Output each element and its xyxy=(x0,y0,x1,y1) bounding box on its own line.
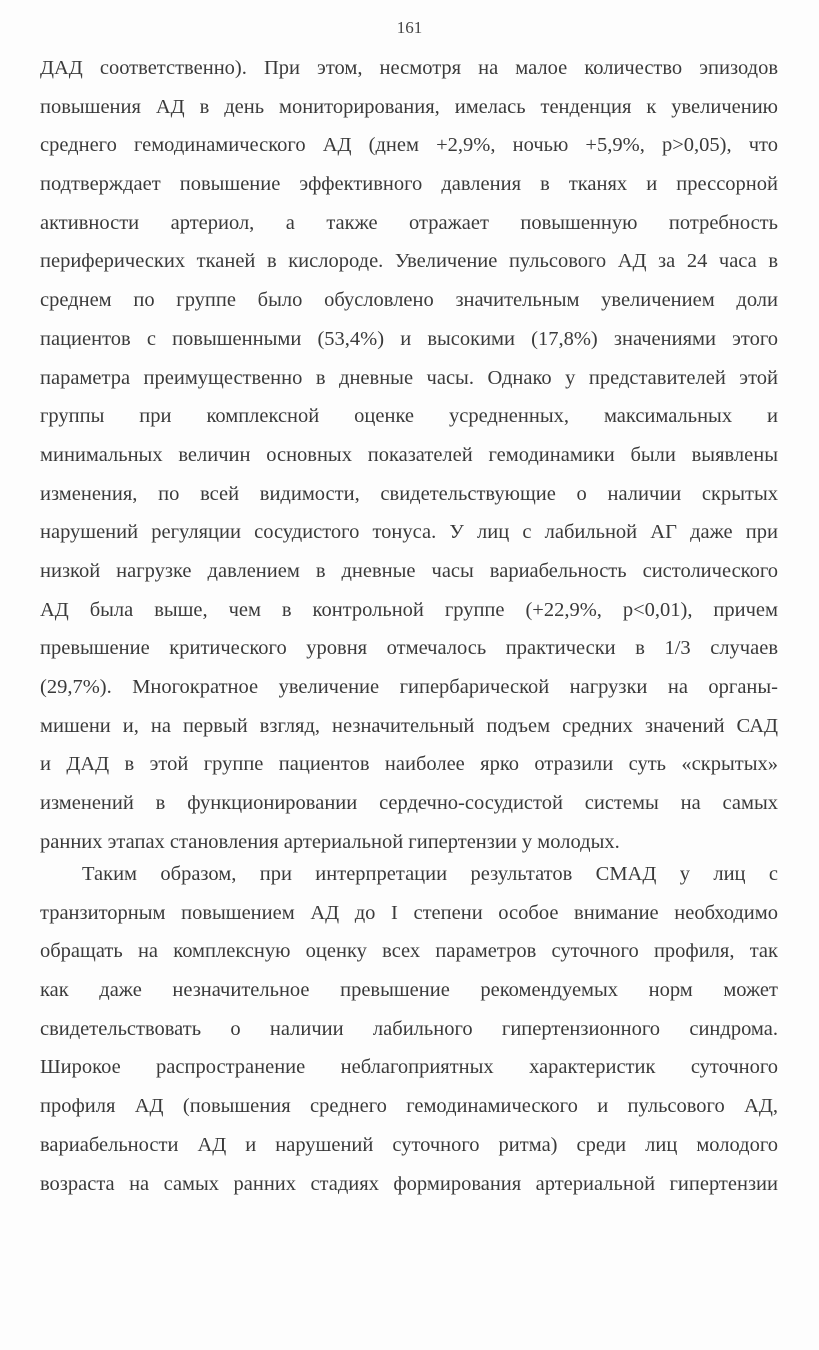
text-line: (29,7%). Многократное увеличение гипербарической нагрузки на органы- xyxy=(40,676,778,698)
text-line: периферических тканей в кислороде. Увеличение пульсового АД за 24 часа в xyxy=(40,250,778,273)
page-number: 161 xyxy=(396,18,423,37)
paragraph-1 xyxy=(40,49,778,861)
text-line: Широкое распространение неблагоприятных характеристик суточного xyxy=(40,1056,778,1079)
text-line: транзиторным повышением АД до I степени особое внимание необходимо xyxy=(40,901,778,924)
text-line: параметра преимущественно в дневные часы. Однако у представителей этой xyxy=(40,366,778,389)
text-line: среднего гемодинамического АД (днем +2,9%, ночью +5,9%, p>0,05), что xyxy=(40,134,778,157)
text-line: обращать на комплексную оценку всех параметров суточного профиля, так xyxy=(40,940,778,963)
text-line: среднем по группе было обусловлено значительным увеличением доли xyxy=(40,289,778,312)
text-line: вариабельности АД и нарушений суточного ритма) среди лиц молодого xyxy=(40,1133,778,1156)
text-line: подтверждает повышение эффективного давления в тканях и прессорной xyxy=(40,173,778,196)
text-line: пациентов с повышенными (53,4%) и высокими (17,8%) значениями этого xyxy=(40,327,778,350)
text-line: АД была выше, чем в контрольной группе (+22,9%, p<0,01), причем xyxy=(40,598,778,621)
text-line: ранних этапах становления артериальной гипертензии у молодых. xyxy=(40,830,620,853)
text-line: изменений в функционировании сердечно-сосудистой системы на самых xyxy=(40,792,778,815)
text-line: как даже незначительное превышение рекомендуемых норм может xyxy=(40,979,778,1002)
text-line: активности артериол, а также отражает повышенную потребность xyxy=(40,211,778,234)
text-line: группы при комплексной оценке усредненных, максимальных и xyxy=(40,405,778,428)
text-line: изменения, по всей видимости, свидетельствующие о наличии скрытых xyxy=(40,482,778,505)
text-line: профиля АД (повышения среднего гемодинамического и пульсового АД, xyxy=(40,1095,778,1118)
paragraph-2 xyxy=(40,855,778,1203)
text-line: возраста на самых ранних стадиях формирования артериальной гипертензии xyxy=(40,1172,778,1195)
text-line: ДАД соответственно). При этом, несмотря на малое количество эпизодов xyxy=(40,57,778,79)
text-line: минимальных величин основных показателей гемодинамики были выявлены xyxy=(40,443,778,466)
text-line: Таким образом, при интерпретации результатов СМАД у лиц с xyxy=(82,863,778,885)
text-line: повышения АД в день мониторирования, имелась тенденция к увеличению xyxy=(40,95,778,118)
text-line: свидетельствовать о наличии лабильного гипертензионного синдрома. xyxy=(40,1017,778,1040)
text-line: мишени и, на первый взгляд, незначительный подъем средних значений САД xyxy=(40,714,778,737)
text-line: низкой нагрузке давлением в дневные часы вариабельность систолического xyxy=(40,559,778,582)
text-line: и ДАД в этой группе пациентов наиболее ярко отразили суть «скрытых» xyxy=(40,753,778,776)
text-line: нарушений регуляции сосудистого тонуса. У лиц с лабильной АГ даже при xyxy=(40,521,778,544)
text-line: превышение критического уровня отмечалось практически в 1/3 случаев xyxy=(40,637,778,660)
